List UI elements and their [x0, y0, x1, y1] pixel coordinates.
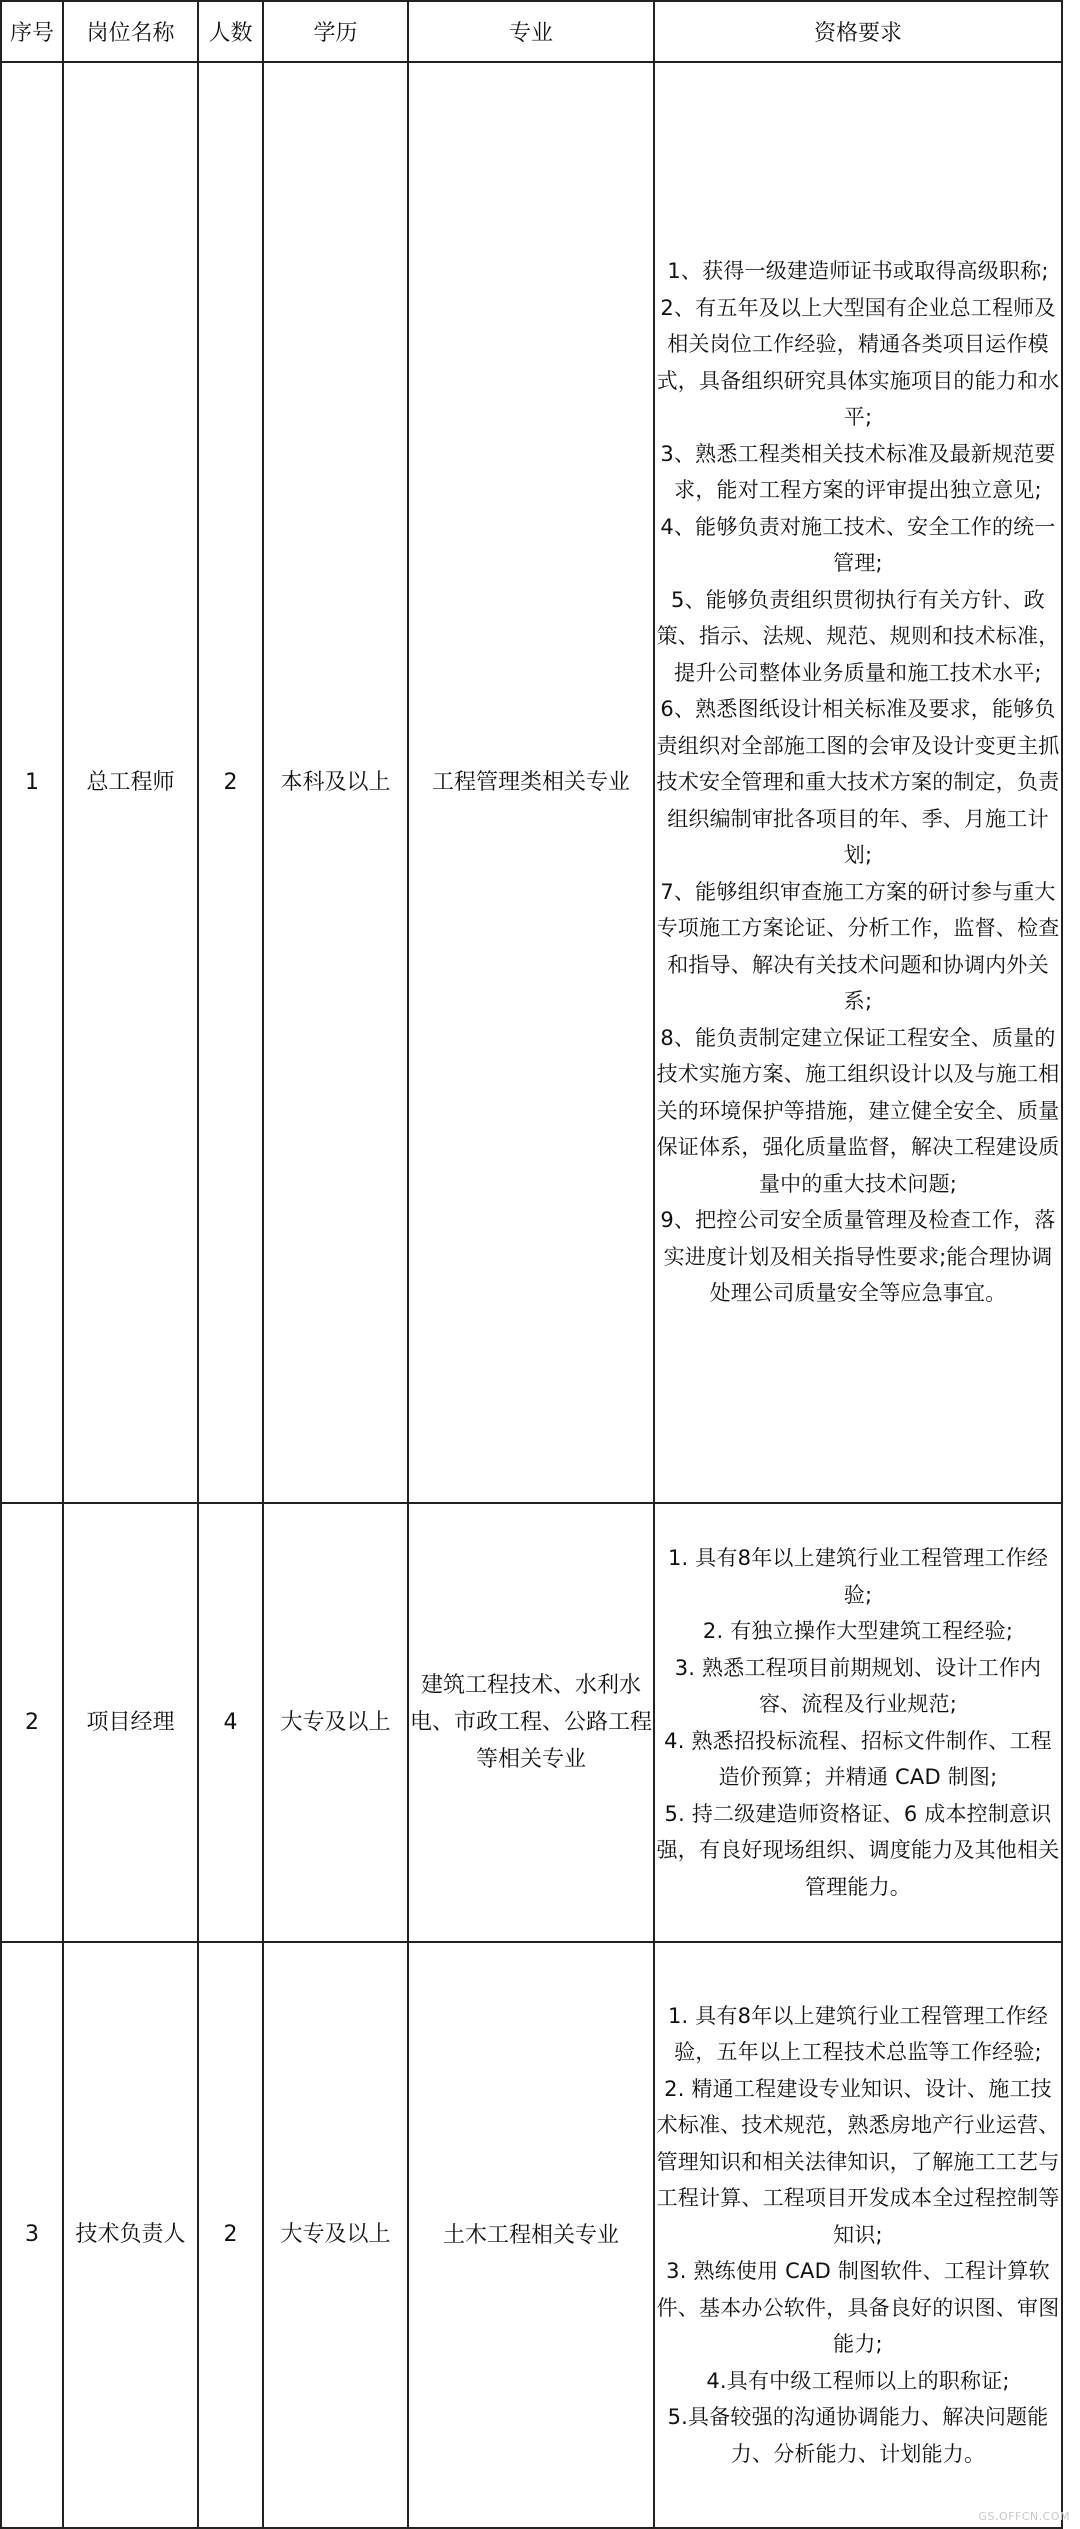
requirement-item: 1. 具有8年以上建筑行业工程管理工作经验，五年以上工程技术总监等工作经验;: [667, 2003, 1049, 2065]
row-education: 本科及以上: [263, 62, 408, 1503]
requirement-item: 8、能负责制定建立保证工程安全、质量的技术实施方案、施工组织设计以及与施工相关的环境保护等措施，建立健全安全、质量保证体系，强化质量监督，解决工程建设质量中的重大技术问题;: [656, 1025, 1060, 1196]
requirement-item: 5. 持二级建造师资格证、6 成本控制意识强，有良好现场组织、调度能力及其他相关管理能力。: [656, 1801, 1060, 1899]
row-no: 1: [1, 62, 63, 1503]
row-major: 工程管理类相关专业: [408, 62, 654, 1503]
row-major: 建筑工程技术、水利水电、市政工程、公路工程等相关专业: [408, 1503, 654, 1942]
requirement-item: 4.具有中级工程师以上的职称证;: [706, 2368, 1010, 2393]
requirement-item: 3、熟悉工程类相关技术标准及最新规范要求，能对工程方案的评审提出独立意见;: [660, 441, 1056, 503]
row-requirements: [654, 62, 1062, 1503]
requirement-item: 4. 熟悉招投标流程、招标文件制作、工程造价预算；并精通 CAD 制图;: [664, 1728, 1052, 1789]
requirement-item: 3. 熟悉工程项目前期规划、设计工作内容、流程及行业规范;: [674, 1655, 1042, 1716]
table-header-row: [1, 1, 1062, 62]
requirement-item: 2. 精通工程建设专业知识、设计、施工技术标准、技术规范，熟悉房地产行业运营、管理知识和相关法律知识，了解施工工艺与工程计算、工程项目开发成本全过程控制等知识;: [656, 2076, 1060, 2247]
requirement-item: 6、熟悉图纸设计相关标准及要求，能够负责组织对全部施工图的会审及设计变更主抓技术安全管理和重大技术方案的制定，负责组织编制审批各项目的年、季、月施工计划;: [656, 697, 1060, 868]
row-position: 技术负责人: [63, 1942, 198, 2528]
header-education: 学历: [263, 1, 408, 62]
row-position: 总工程师: [63, 62, 198, 1503]
header-requirements: 资格要求: [654, 1, 1062, 62]
row-requirements: [654, 1503, 1062, 1942]
header-no: 序号: [1, 1, 63, 62]
row-count: 2: [198, 1942, 263, 2528]
header-position: 岗位名称: [63, 1, 198, 62]
requirement-item: 7、能够组织审查施工方案的研讨参与重大专项施工方案论证、分析工作，监督、检查和指导、解决有关技术问题和协调内外关系;: [656, 879, 1060, 1014]
row-no: 2: [1, 1503, 63, 1942]
row-requirements: [654, 1942, 1062, 2528]
row-education: 大专及以上: [263, 1942, 408, 2528]
watermark-text-right: OFFCN.COM: [998, 2510, 1070, 2523]
requirement-item: 2、有五年及以上大型国有企业总工程师及相关岗位工作经验，精通各类项目运作模式，具备组织研究具体实施项目的能力和水平;: [656, 295, 1060, 430]
requirement-item: 1. 具有8年以上建筑行业工程管理工作经验;: [667, 1546, 1049, 1607]
requirement-item: 4、能够负责对施工技术、安全工作的统一管理;: [660, 514, 1056, 576]
requirement-item: 1、获得一级建造师证书或取得高级职称;: [667, 259, 1049, 284]
header-major: 专业: [408, 1, 654, 62]
watermark: [978, 2510, 1070, 2523]
table-row: [1, 1503, 1062, 1942]
row-count: 4: [198, 1503, 263, 1942]
requirement-item: 9、把控公司安全质量管理及检查工作，落实进度计划及相关指导性要求;能合理协调处理公司质量安全等应急事宜。: [660, 1208, 1056, 1306]
table-row: [1, 1942, 1062, 2528]
row-count: 2: [198, 62, 263, 1503]
watermark-dot: .: [994, 2510, 999, 2523]
row-position: 项目经理: [63, 1503, 198, 1942]
requirement-item: 5、能够负责组织贯彻执行有关方针、政策、指示、法规、规范、规则和技术标准，提升公司整体业务质量和施工技术水平;: [656, 587, 1060, 685]
header-count: 人数: [198, 1, 263, 62]
requirement-item: 5.具备较强的沟通协调能力、解决问题能力、分析能力、计划能力。: [667, 2405, 1049, 2466]
watermark-text-left: GS: [978, 2510, 995, 2523]
requirement-item: 2. 有独立操作大型建筑工程经验;: [702, 1619, 1014, 1643]
row-no: 3: [1, 1942, 63, 2528]
row-education: 大专及以上: [263, 1503, 408, 1942]
requirement-item: 3. 熟练使用 CAD 制图软件、工程计算软件、基本办公软件，具备良好的识图、审图能力;: [656, 2259, 1060, 2357]
row-major: 土木工程相关专业: [408, 1942, 654, 2528]
table-row: [1, 62, 1062, 1503]
